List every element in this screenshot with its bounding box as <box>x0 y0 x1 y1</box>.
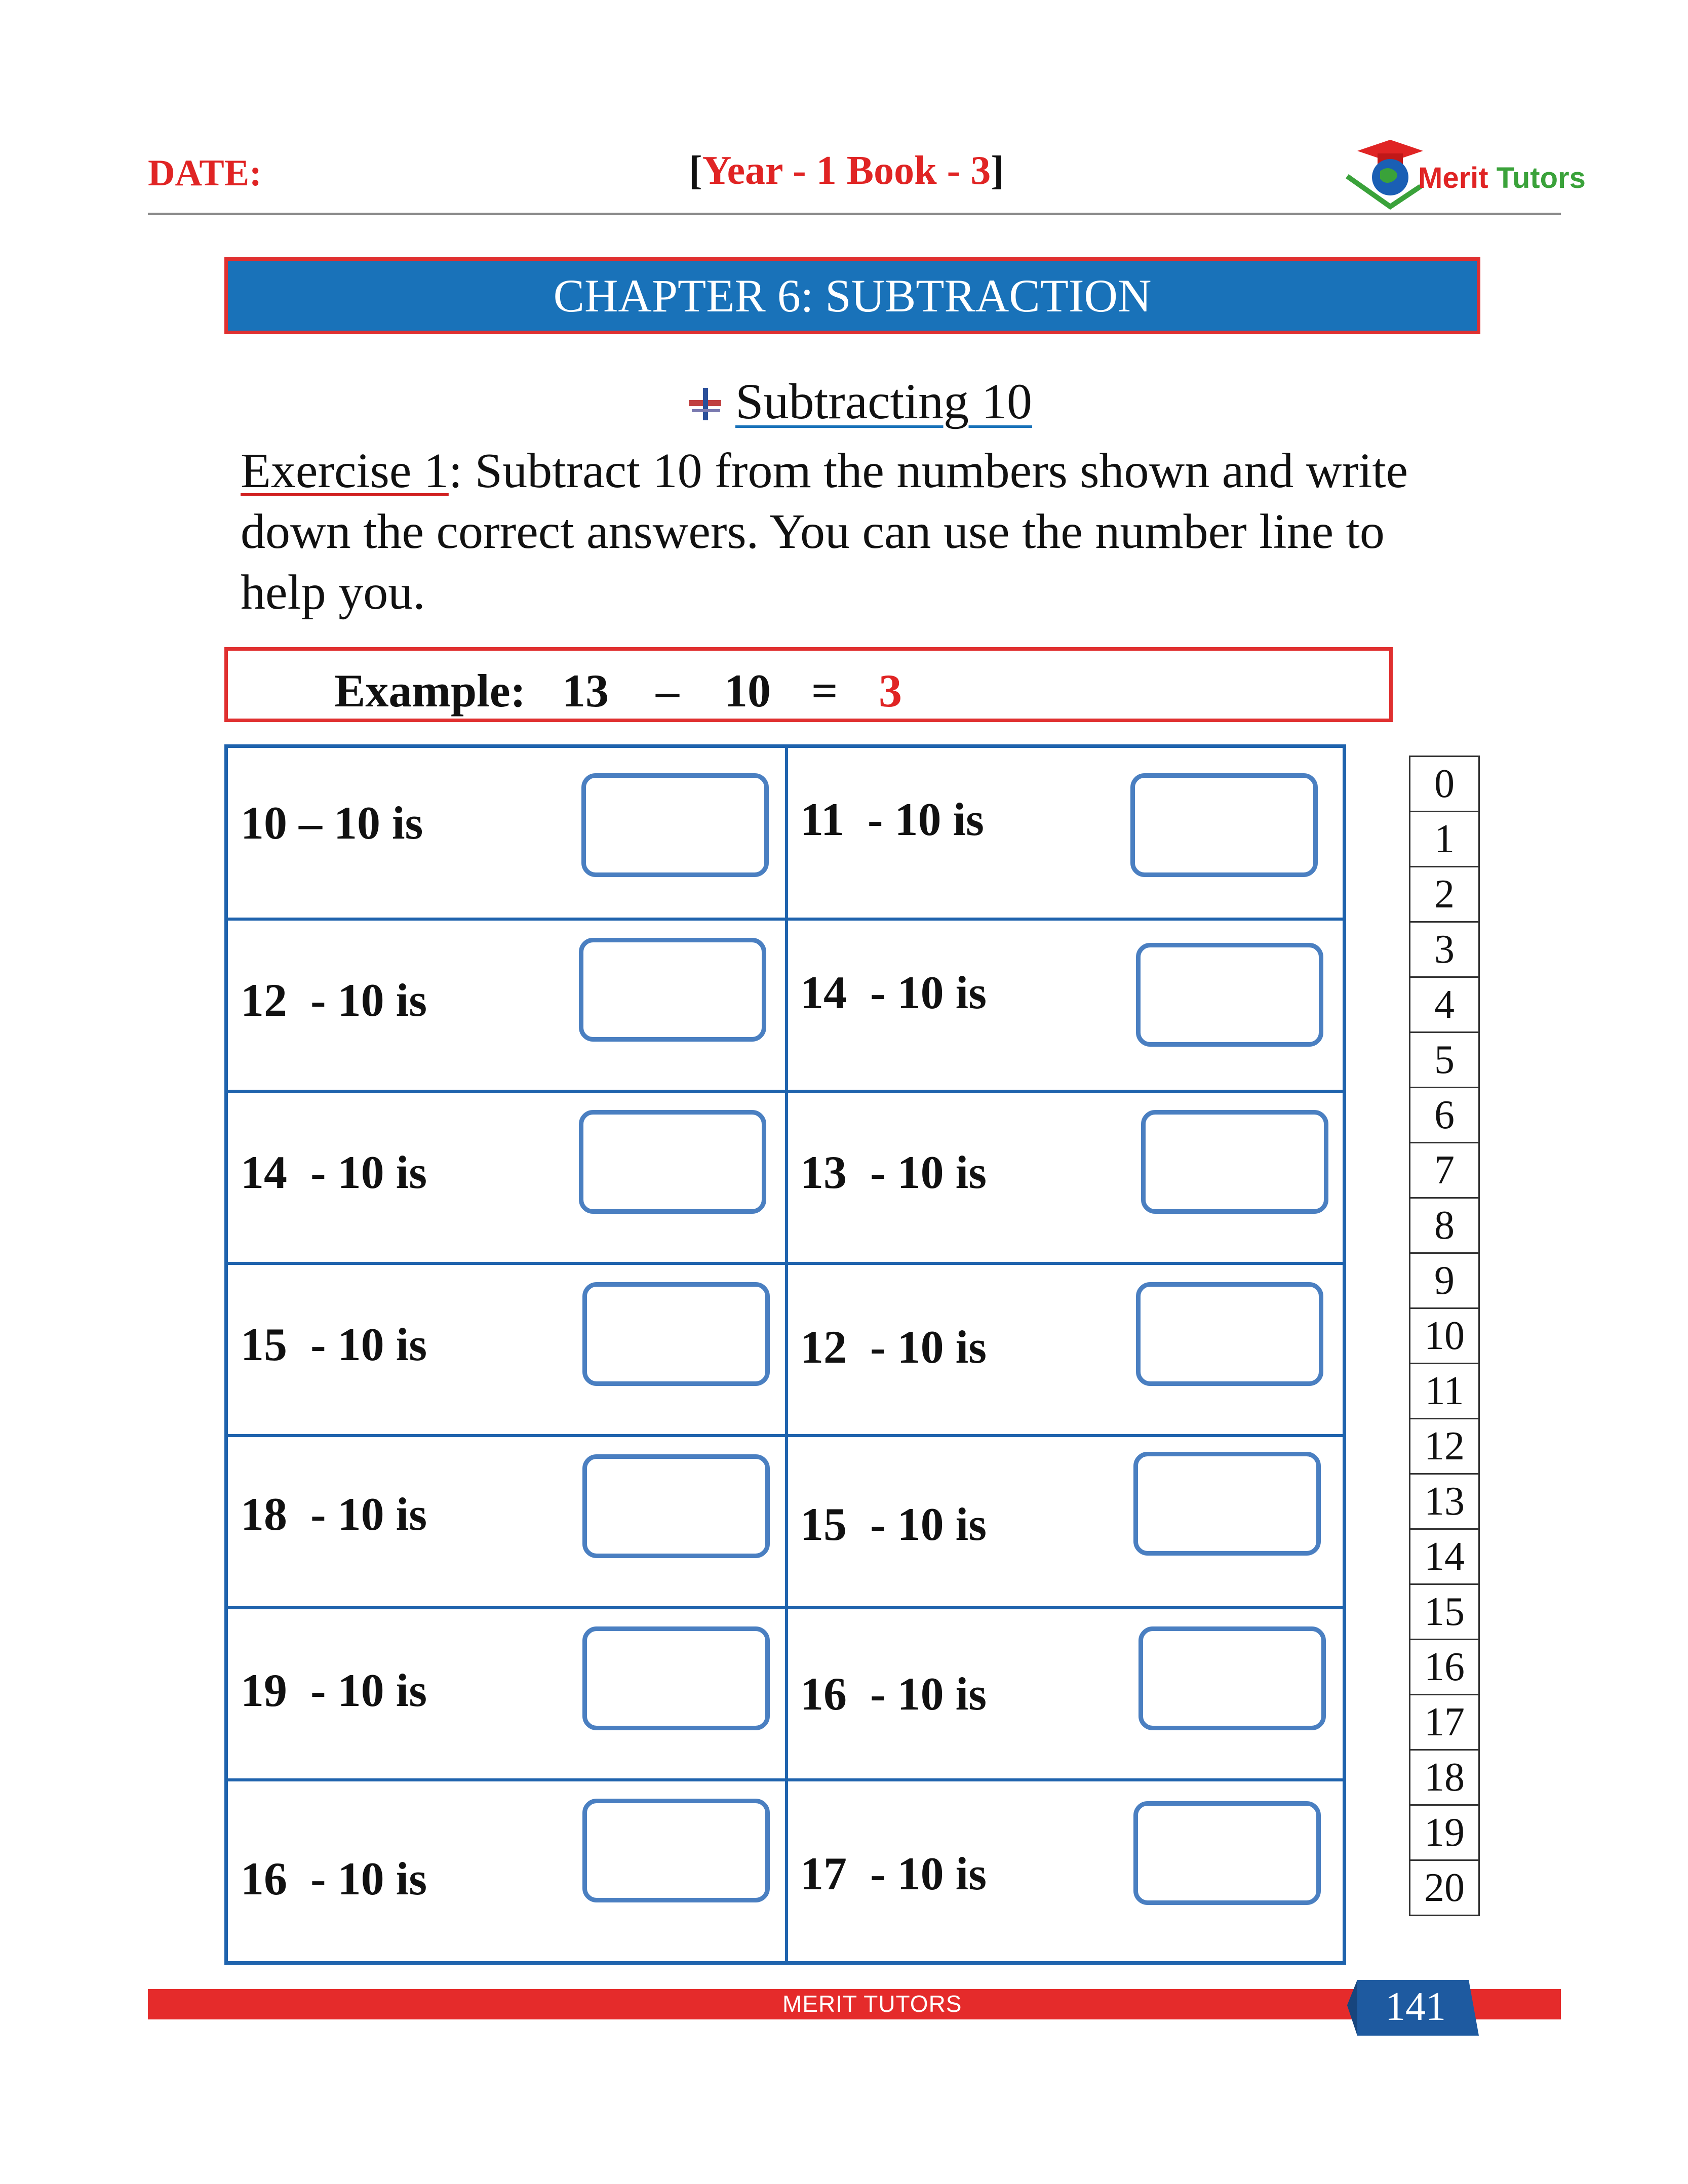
answer-box-left-5[interactable] <box>582 1454 770 1558</box>
example-equals: = <box>811 665 838 717</box>
answer-box-left-3[interactable] <box>579 1110 766 1214</box>
answer-box-right-3[interactable] <box>1141 1110 1328 1214</box>
example-operand-a: 13 <box>562 665 609 717</box>
number-line-cell: 15 <box>1409 1583 1480 1640</box>
number-line-cell: 0 <box>1409 756 1480 812</box>
question-left-2: 12 - 10 is <box>241 974 427 1026</box>
table-row-divider <box>228 1262 1343 1265</box>
exercise-text: : Subtract 10 from the numbers shown and write down the correct answers. You can use the number line to help you. <box>241 444 1408 620</box>
page-number: 141 <box>1385 1984 1446 2029</box>
book-bracket-open: [ <box>689 148 702 193</box>
number-line-cell: 20 <box>1409 1859 1480 1916</box>
number-line-cell: 9 <box>1409 1252 1480 1309</box>
logo-tutors: Tutors <box>1496 162 1586 194</box>
table-row-divider <box>228 1606 1343 1609</box>
answer-box-left-2[interactable] <box>579 938 766 1042</box>
number-line-cell: 11 <box>1409 1363 1480 1419</box>
example-answer: 3 <box>879 665 902 717</box>
example-label: Example: <box>334 665 526 717</box>
question-left-5: 18 - 10 is <box>241 1488 427 1540</box>
question-right-2: 14 - 10 is <box>800 967 987 1018</box>
answer-box-left-4[interactable] <box>582 1282 770 1386</box>
example-operand-b: 10 <box>724 665 771 717</box>
question-right-1: 11 - 10 is <box>800 793 984 845</box>
question-right-4: 12 - 10 is <box>800 1321 987 1373</box>
question-left-1: 10 – 10 is <box>241 797 423 849</box>
answer-box-right-7[interactable] <box>1133 1801 1321 1905</box>
number-line-cell: 19 <box>1409 1804 1480 1861</box>
number-line-cell: 1 <box>1409 811 1480 867</box>
exercise-table <box>224 744 1346 1965</box>
logo-text <box>1418 161 1586 195</box>
answer-box-right-2[interactable] <box>1136 943 1323 1047</box>
table-row-divider <box>228 1434 1343 1437</box>
chapter-banner: CHAPTER 6: SUBTRACTION <box>224 257 1480 334</box>
header-divider <box>148 213 1561 215</box>
answer-box-left-1[interactable] <box>581 773 769 877</box>
number-line-cell: 7 <box>1409 1142 1480 1199</box>
question-left-6: 19 - 10 is <box>241 1664 427 1716</box>
number-line-cell: 4 <box>1409 976 1480 1033</box>
answer-box-right-1[interactable] <box>1130 773 1318 877</box>
number-line-cell: 18 <box>1409 1749 1480 1806</box>
table-row-divider <box>228 1778 1343 1781</box>
table-row-divider <box>228 1090 1343 1093</box>
number-line-cell: 16 <box>1409 1639 1480 1695</box>
answer-box-right-5[interactable] <box>1133 1452 1321 1556</box>
question-left-7: 16 - 10 is <box>241 1853 427 1904</box>
number-line-cell: 2 <box>1409 866 1480 923</box>
example-operator: – <box>656 665 679 717</box>
date-label: DATE: <box>148 152 262 194</box>
question-right-7: 17 - 10 is <box>800 1848 987 1899</box>
example-box <box>224 647 1393 722</box>
number-line-cell: 6 <box>1409 1087 1480 1143</box>
number-line-cell: 3 <box>1409 921 1480 978</box>
table-row-divider <box>228 918 1343 921</box>
answer-box-left-6[interactable] <box>582 1626 770 1730</box>
exercise-label: Exercise 1 <box>241 444 449 498</box>
number-line-cell: 14 <box>1409 1528 1480 1585</box>
book-title: Year - 1 Book - 3 <box>702 148 991 193</box>
question-right-5: 15 - 10 is <box>800 1498 987 1550</box>
number-line-cell: 8 <box>1409 1197 1480 1254</box>
answer-box-left-7[interactable] <box>582 1799 770 1902</box>
question-right-3: 13 - 10 is <box>800 1146 987 1198</box>
answer-box-right-6[interactable] <box>1139 1626 1326 1730</box>
footer-label: MERIT TUTORS <box>782 1991 962 2017</box>
exercise-instructions <box>241 441 1481 623</box>
number-line-cell: 13 <box>1409 1473 1480 1530</box>
number-line-cell: 12 <box>1409 1418 1480 1475</box>
question-right-6: 16 - 10 is <box>800 1668 987 1720</box>
answer-box-right-4[interactable] <box>1136 1282 1323 1386</box>
question-left-3: 14 - 10 is <box>241 1146 427 1198</box>
number-line-cell: 10 <box>1409 1307 1480 1364</box>
number-line <box>1409 757 1480 1916</box>
section-subtitle: Subtracting 10 <box>735 373 1033 429</box>
question-left-4: 15 - 10 is <box>241 1319 427 1370</box>
number-line-cell: 5 <box>1409 1031 1480 1088</box>
book-bracket-close: ] <box>991 148 1004 193</box>
bullet-plus-icon <box>685 385 725 425</box>
logo-merit: Merit <box>1418 162 1488 194</box>
book-label <box>689 148 1004 194</box>
number-line-cell: 17 <box>1409 1694 1480 1751</box>
